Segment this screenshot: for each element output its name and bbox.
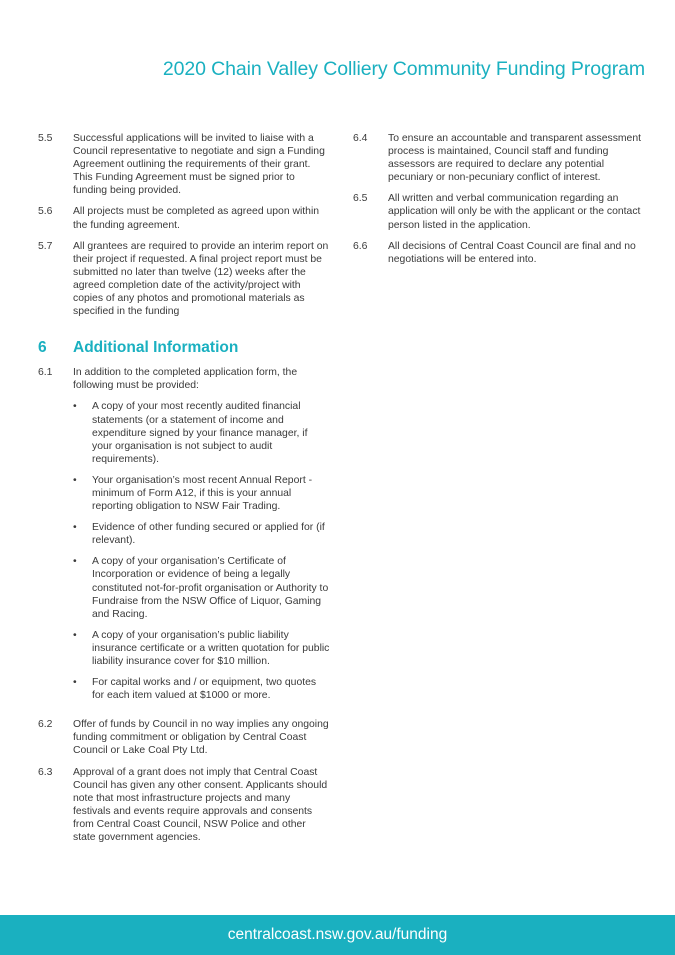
item-number: 6.1 (38, 367, 53, 379)
item-text: All grantees are required to provide an interim report on their project if requested. A final project report must be submitted no later than twelve (12) weeks after the agreed completion date of the activity/project with copies of any photos and promotional materials as specified in the funding (73, 240, 329, 318)
bullet-icon: • (73, 556, 77, 568)
bullet-icon: • (73, 522, 77, 534)
item-number: 6.5 (353, 193, 368, 205)
item-5-6 (38, 205, 330, 231)
item-number: 5.5 (38, 133, 53, 144)
bullet-icon: • (73, 629, 77, 641)
item-text: Approval of a grant does not imply that Central Coast Council has given any other consent. Applicants should note that most infrastructure projects and many festivals and events require approvals and consents from Central Coast Council, NSW Police and other state government agencies. (73, 766, 328, 844)
footer-url[interactable]: centralcoast.nsw.gov.au/funding (227, 926, 448, 943)
item-number: 6.3 (38, 766, 53, 778)
item-number: 6.4 (353, 133, 368, 144)
item-text: All written and verbal communication regarding an application will only be with the applicant or the contact person listed in the application. (388, 193, 641, 231)
right-column (353, 132, 645, 274)
item-6-3 (38, 766, 330, 845)
item-number: 5.7 (38, 240, 53, 252)
list-item (73, 629, 330, 668)
item-5-7 (38, 240, 330, 319)
bullet-icon: • (73, 474, 77, 486)
item-text: All projects must be completed as agreed upon within the funding agreement. (73, 206, 320, 231)
bullet-text: Evidence of other funding secured or applied for (if relevant). (92, 522, 325, 547)
bullet-text: A copy of your most recently audited financial statements (or a statement of income and expenditure signed by your finance manager, if your organisation is not subject to audit requirements). (92, 401, 308, 465)
list-item (73, 555, 330, 620)
section-number: 6 (38, 339, 47, 357)
item-6-4 (353, 132, 645, 184)
section-heading (38, 338, 330, 358)
section-title: Additional Information (73, 339, 239, 357)
bullet-text: A copy of your organisation’s public liability insurance certificate or a written quotation for public liability insurance cover for $10 million. (92, 629, 330, 667)
bullet-text: Your organisation’s most recent Annual Report - minimum of Form A12, if this is your annual reporting obligation to NSW Fair Trading. (92, 474, 313, 513)
list-item (73, 400, 330, 465)
list-item (73, 676, 330, 702)
bullet-icon: • (73, 401, 77, 413)
item-number: 5.6 (38, 206, 53, 218)
item-text: All decisions of Central Coast Council are final and no negotiations will be entered into. (388, 240, 636, 265)
item-text: Offer of funds by Council in no way implies any ongoing funding commitment or obligation by Central Coast Council or Lake Coal Pty Ltd. (73, 719, 329, 757)
left-column (38, 132, 330, 852)
item-body (73, 366, 330, 710)
bullet-list (73, 400, 330, 702)
item-number: 6.6 (353, 240, 368, 252)
item-5-5 (38, 132, 330, 197)
list-item (73, 474, 330, 513)
list-item (73, 521, 330, 547)
bullet-icon: • (73, 677, 77, 689)
item-6-1 (38, 366, 330, 710)
bullet-text: For capital works and / or equipment, two quotes for each item valued at $1000 or more. (92, 677, 317, 702)
item-6-6 (353, 240, 645, 266)
item-number: 6.2 (38, 719, 53, 731)
footer-bar (0, 915, 675, 955)
item-6-2 (38, 718, 330, 757)
item-6-5 (353, 192, 645, 231)
item-text: To ensure an accountable and transparent assessment process is maintained, Council staff and funding assessors are required to declare any potential pecuniary or non-pecuniary conflict of interest. (388, 133, 641, 184)
item-text: In addition to the completed application form, the following must be provided: (73, 367, 298, 392)
page-title: 2020 Chain Valley Colliery Community Funding Program (162, 58, 645, 80)
bullet-text: A copy of your organisation’s Certificate of Incorporation or evidence of being a legally constituted not-for-profit organisation or Authority to Fundraise from the NSW Office of Liquor, Gaming and Racing. (92, 556, 329, 620)
item-text: Successful applications will be invited to liaise with a Council representative to negotiate and sign a Funding Agreement outlining the requirements of their grant. This Funding Agreement must be signed prior to funding being provided. (73, 133, 325, 197)
